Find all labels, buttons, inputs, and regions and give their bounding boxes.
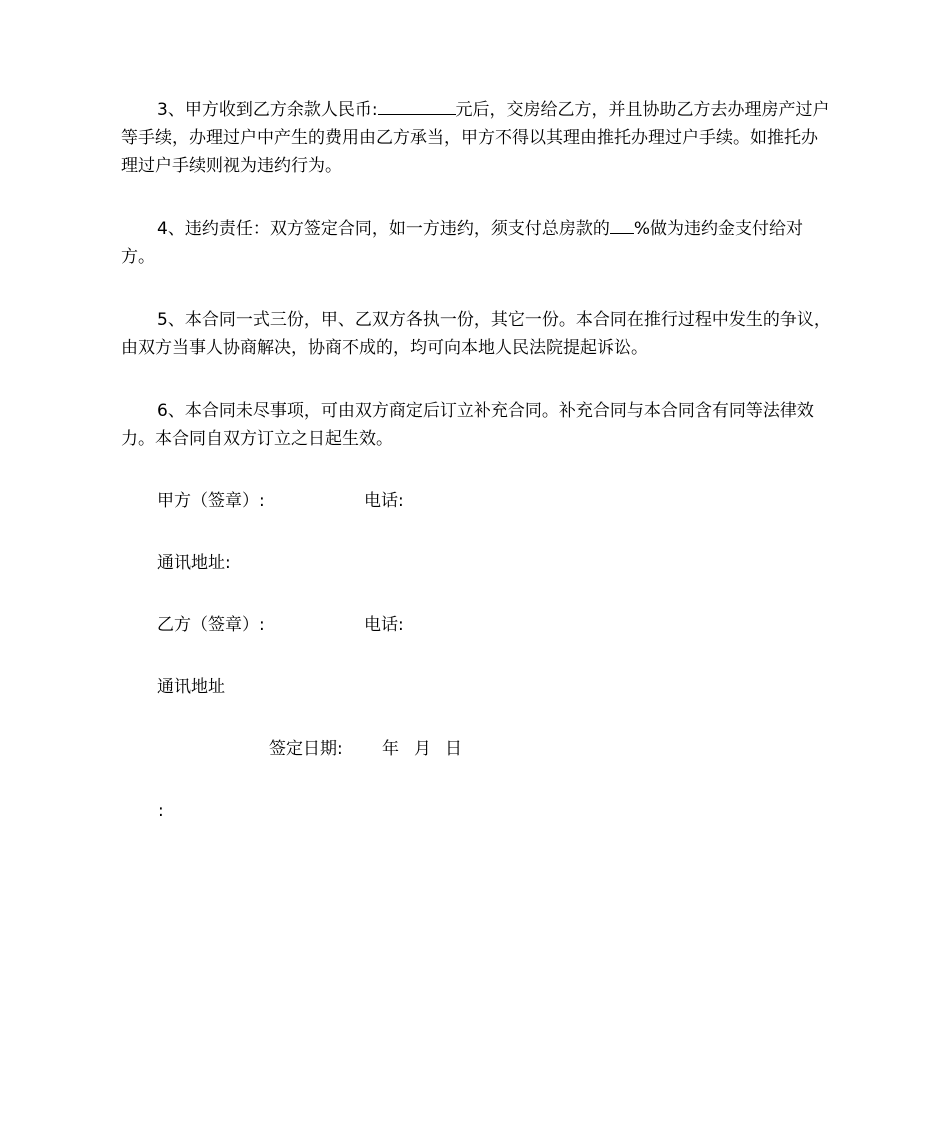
clause-5: 5、本合同一式三份，甲、乙双方各执一份，其它一份。本合同在推行过程中发生的争议，由双方当事人协商解决，协商不成的，均可向本地人民法院提起诉讼。 <box>121 310 831 358</box>
date-year: 年 <box>382 739 399 759</box>
clause-4-rest: %做为违约金支付给对方。 <box>121 219 803 267</box>
clause-4-lead: 4、违约责任：双方签定合同，如一方违约，须支付总房款的 <box>157 219 610 239</box>
clause-4 <box>121 215 833 271</box>
party-b-phone-label: 电话: <box>364 615 404 635</box>
party-b-address-label: 通讯地址 <box>157 677 225 697</box>
clause-3-rest: 元后，交房给乙方，并且协助乙方去办理房产过户等手续，办理过户中产生的费用由乙方承当，甲方不得以其理由推托办理过户手续。如推托办理过户手续则视为违约行为。 <box>121 100 830 176</box>
signing-date-label: 签定日期: <box>269 739 343 759</box>
party-a-address-label: 通讯地址: <box>157 553 231 573</box>
party-a-phone-label: 电话: <box>364 491 404 511</box>
date-month: 月 <box>414 739 431 759</box>
party-b-signature-label: 乙方（签章）: <box>157 615 265 635</box>
party-a-signature-label: 甲方（签章）: <box>157 491 265 511</box>
clause-6: 6、本合同未尽事项，可由双方商定后订立补充合同。补充合同与本合同含有同等法律效力。本合同自双方订立之日起生效。 <box>121 401 814 449</box>
trailing-colon: : <box>158 801 164 821</box>
date-day: 日 <box>445 739 462 759</box>
percent-blank <box>610 215 634 234</box>
amount-blank <box>378 96 456 115</box>
clause-3 <box>121 96 833 180</box>
clause-3-lead: 3、甲方收到乙方余款人民币: <box>157 100 378 120</box>
